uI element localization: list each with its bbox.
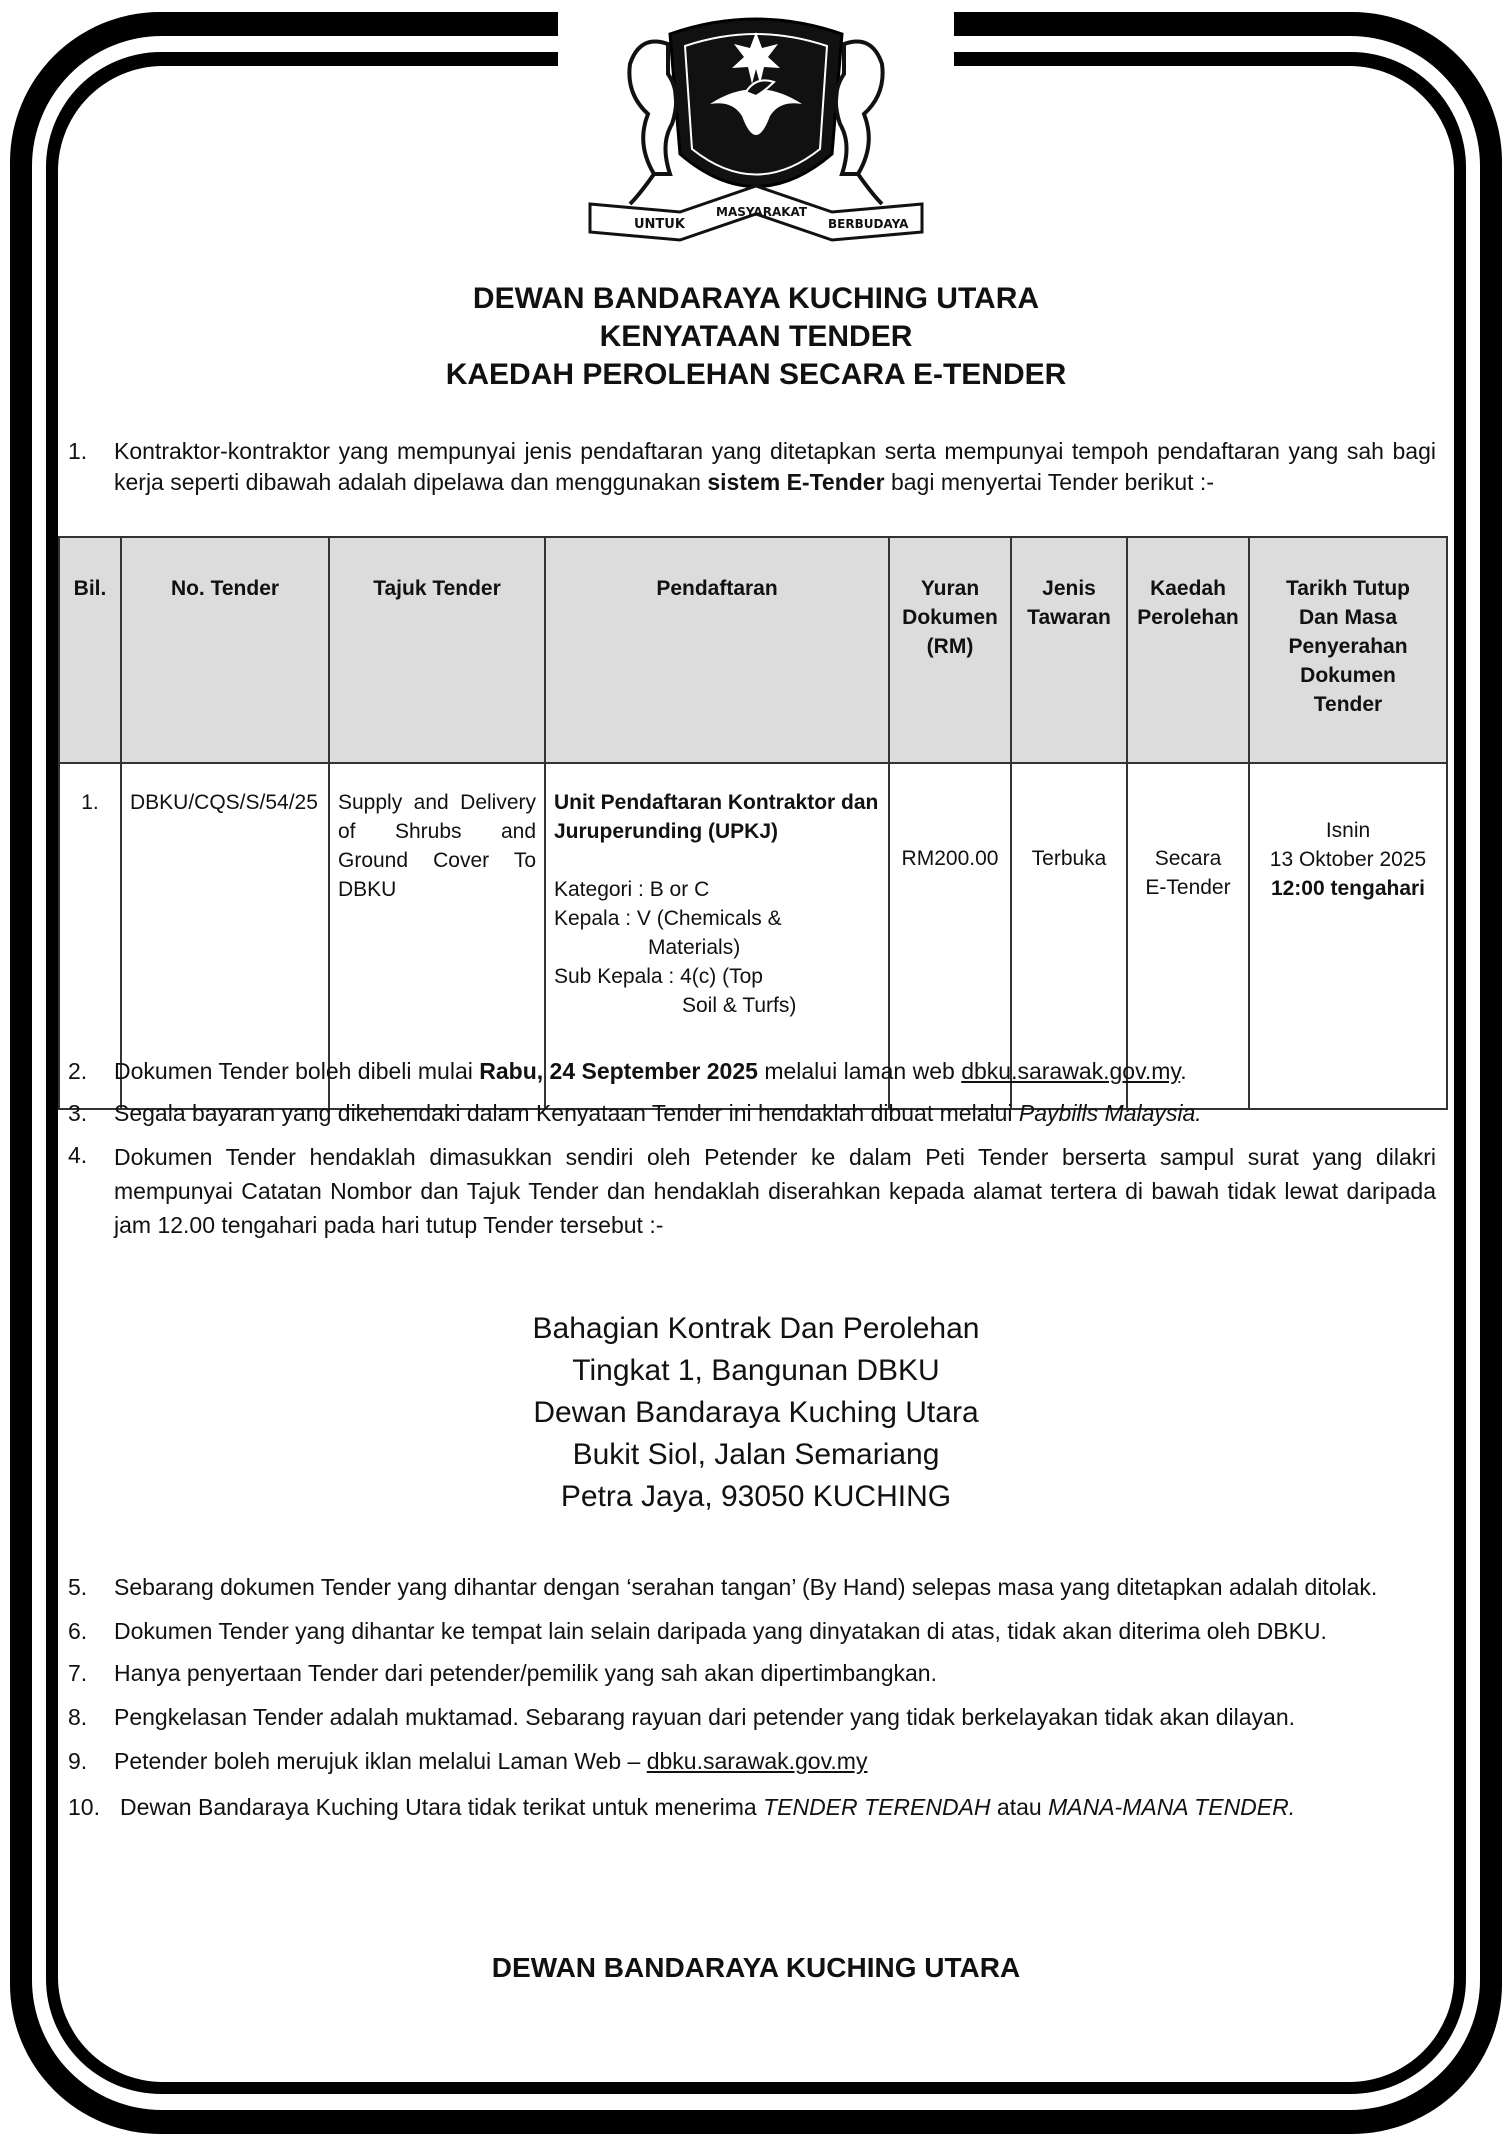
item9-number: 9.: [68, 1748, 88, 1774]
th-tarikh-1: Tarikh Tutup: [1285, 577, 1411, 600]
th-yuran-1: Yuran: [920, 577, 980, 600]
th-kaedah-1: Kaedah: [1150, 577, 1226, 600]
th-yuran-2: Dokumen: [902, 606, 998, 629]
tender-table: [58, 536, 1448, 1110]
item7-number: 7.: [68, 1660, 88, 1686]
item2-a: Dokumen Tender boleh dibeli mulai: [114, 1058, 480, 1084]
item2-text: [114, 1056, 1436, 1087]
th-tarikh-3: Penyerahan: [1288, 635, 1408, 658]
item1-text-a: Kontraktor-kontraktor yang mempunyai jenis pendaftaran yang ditetapkan serta mempunyai tempoh pendaftaran yang sah bagi kerja seperti dibawah adalah dipelawa dan menggunakan: [114, 438, 1436, 495]
item10-text: [120, 1792, 1436, 1823]
motto-left: UNTUK: [634, 217, 685, 232]
item8-text: Pengkelasan Tender adalah muktamad. Sebarang rayuan dari petender yang tidak berkelayakan tidak akan dilayan.: [114, 1704, 1296, 1730]
reg-kategori: Kategori : B or C: [554, 878, 710, 901]
signature: DEWAN BANDARAYA KUCHING UTARA: [491, 1952, 1021, 1983]
item10-b: atau: [990, 1794, 1049, 1820]
th-tarikh: [1249, 537, 1447, 763]
item7-text: Hanya penyertaan Tender dari petender/pemilik yang sah akan dipertimbangkan.: [114, 1660, 937, 1686]
item3-italic: Paybills Malaysia.: [1018, 1100, 1202, 1126]
item4-text: Dokumen Tender hendaklah dimasukkan sendiri oleh Petender ke dalam Peti Tender berserta sampul surat yang dilakri mempunyai Catatan Nombor dan Tajuk Tender dan hendaklah diserahkan kepada alamat tertera di bawah tidak lewat daripada jam 12.00 tengahari pada hari tutup Tender tersebut :-: [114, 1144, 1436, 1238]
item9-text: [114, 1746, 1436, 1777]
address-line1: Bahagian Kontrak Dan Perolehan: [532, 1312, 980, 1345]
item1-text: [114, 436, 1436, 498]
th-tarikh-2: Dan Masa: [1298, 606, 1398, 629]
item3-number: 3.: [68, 1100, 88, 1126]
item5-text: Sebarang dokumen Tender yang dihantar dengan ‘serahan tangan’ (By Hand) selepas masa yang ditetapkan adalah ditolak.: [114, 1574, 1378, 1600]
item1-text-b: bagi menyertai Tender berikut :-: [884, 469, 1214, 495]
kaedah-1: Secara: [1154, 847, 1222, 870]
tarikh-3: 12:00 tengahari: [1270, 877, 1426, 900]
header-line2: KENYATAAN TENDER: [599, 320, 913, 353]
item10-it2: MANA-MANA TENDER.: [1048, 1794, 1296, 1820]
reg-kepala-1: Kepala : V (Chemicals &: [554, 907, 782, 930]
item10-it1: TENDER TERENDAH: [763, 1794, 991, 1820]
tarikh-2: 13 Oktober 2025: [1269, 848, 1427, 871]
cell-no: DBKU/CQS/S/54/25: [121, 763, 329, 1109]
th-tajuk: Tajuk Tender: [329, 537, 545, 763]
cell-bil: 1.: [59, 763, 121, 1109]
item6-text: Dokumen Tender yang dihantar ke tempat lain selain daripada yang dinyatakan di atas, tidak akan diterima oleh DBKU.: [114, 1618, 1327, 1644]
address-line2: Tingkat 1, Bangunan DBKU: [572, 1354, 940, 1387]
item2-number: 2.: [68, 1058, 88, 1084]
motto-right: BERBUDAYA: [828, 217, 909, 231]
th-kaedah: [1127, 537, 1249, 763]
th-no: No. Tender: [121, 537, 329, 763]
reg-kepala-2: Materials): [648, 936, 741, 959]
address-line4: Bukit Siol, Jalan Semariang: [572, 1438, 940, 1471]
item9-a: Petender boleh merujuk iklan melalui Laman Web –: [114, 1748, 647, 1774]
header-line3: KAEDAH PEROLEHAN SECARA E-TENDER: [445, 358, 1067, 391]
th-tarikh-5: Tender: [1313, 693, 1383, 716]
item1-number: 1.: [68, 438, 88, 464]
reg-sub-1: Sub Kepala : 4(c) (Top: [554, 965, 763, 988]
th-yuran: [889, 537, 1011, 763]
item6-number: 6.: [68, 1618, 88, 1644]
item2-bold: Rabu, 24 September 2025: [479, 1058, 758, 1084]
th-pendaftaran: Pendaftaran: [545, 537, 889, 763]
item2-b: melalui laman web: [757, 1058, 962, 1084]
motto-center: MASYARAKAT: [716, 205, 808, 219]
address-line3: Dewan Bandaraya Kuching Utara: [533, 1396, 979, 1429]
item4-number: 4.: [68, 1142, 88, 1168]
item3-a: Segala bayaran yang dikehendaki dalam Kenyataan Tender ini hendaklah dibuat melalui: [114, 1100, 1019, 1126]
item9-link[interactable]: dbku.sarawak.gov.my: [646, 1748, 868, 1774]
cell-yuran: RM200.00: [889, 763, 1011, 1109]
item1-text-bold: sistem E-Tender: [707, 469, 885, 495]
city-crest: [570, 4, 942, 254]
header-line1: DEWAN BANDARAYA KUCHING UTARA: [472, 282, 1040, 315]
cell-tajuk: Supply and Delivery of Shrubs and Ground Cover To DBKU: [329, 763, 545, 1109]
th-jenis-2: Tawaran: [1027, 606, 1111, 629]
kaedah-2: E-Tender: [1145, 876, 1231, 899]
item10-a: Dewan Bandaraya Kuching Utara tidak terikat untuk menerima: [120, 1794, 764, 1820]
th-kaedah-2: Perolehan: [1137, 606, 1239, 629]
reg-sub-2: Soil & Turfs): [682, 994, 797, 1017]
th-yuran-3: (RM): [926, 635, 974, 658]
table-header-row: [59, 537, 1447, 763]
address-line5: Petra Jaya, 93050 KUCHING: [560, 1480, 952, 1513]
th-jenis-1: Jenis: [1042, 577, 1096, 600]
th-bil: Bil.: [59, 537, 121, 763]
item8-number: 8.: [68, 1704, 88, 1730]
th-tarikh-4: Dokumen: [1300, 664, 1396, 687]
item10-number: 10.: [68, 1794, 100, 1820]
item5-number: 5.: [68, 1574, 88, 1600]
crest-icon: [570, 4, 942, 254]
item2-link[interactable]: dbku.sarawak.gov.my: [961, 1058, 1181, 1084]
tarikh-1: Isnin: [1325, 819, 1371, 842]
item2-c: .: [1180, 1058, 1187, 1084]
th-jenis: [1011, 537, 1127, 763]
item3-text: [114, 1098, 1436, 1129]
cell-jenis: Terbuka: [1011, 763, 1127, 1109]
reg-bold: Unit Pendaftaran Kontraktor dan Juruperunding (UPKJ): [554, 791, 879, 843]
